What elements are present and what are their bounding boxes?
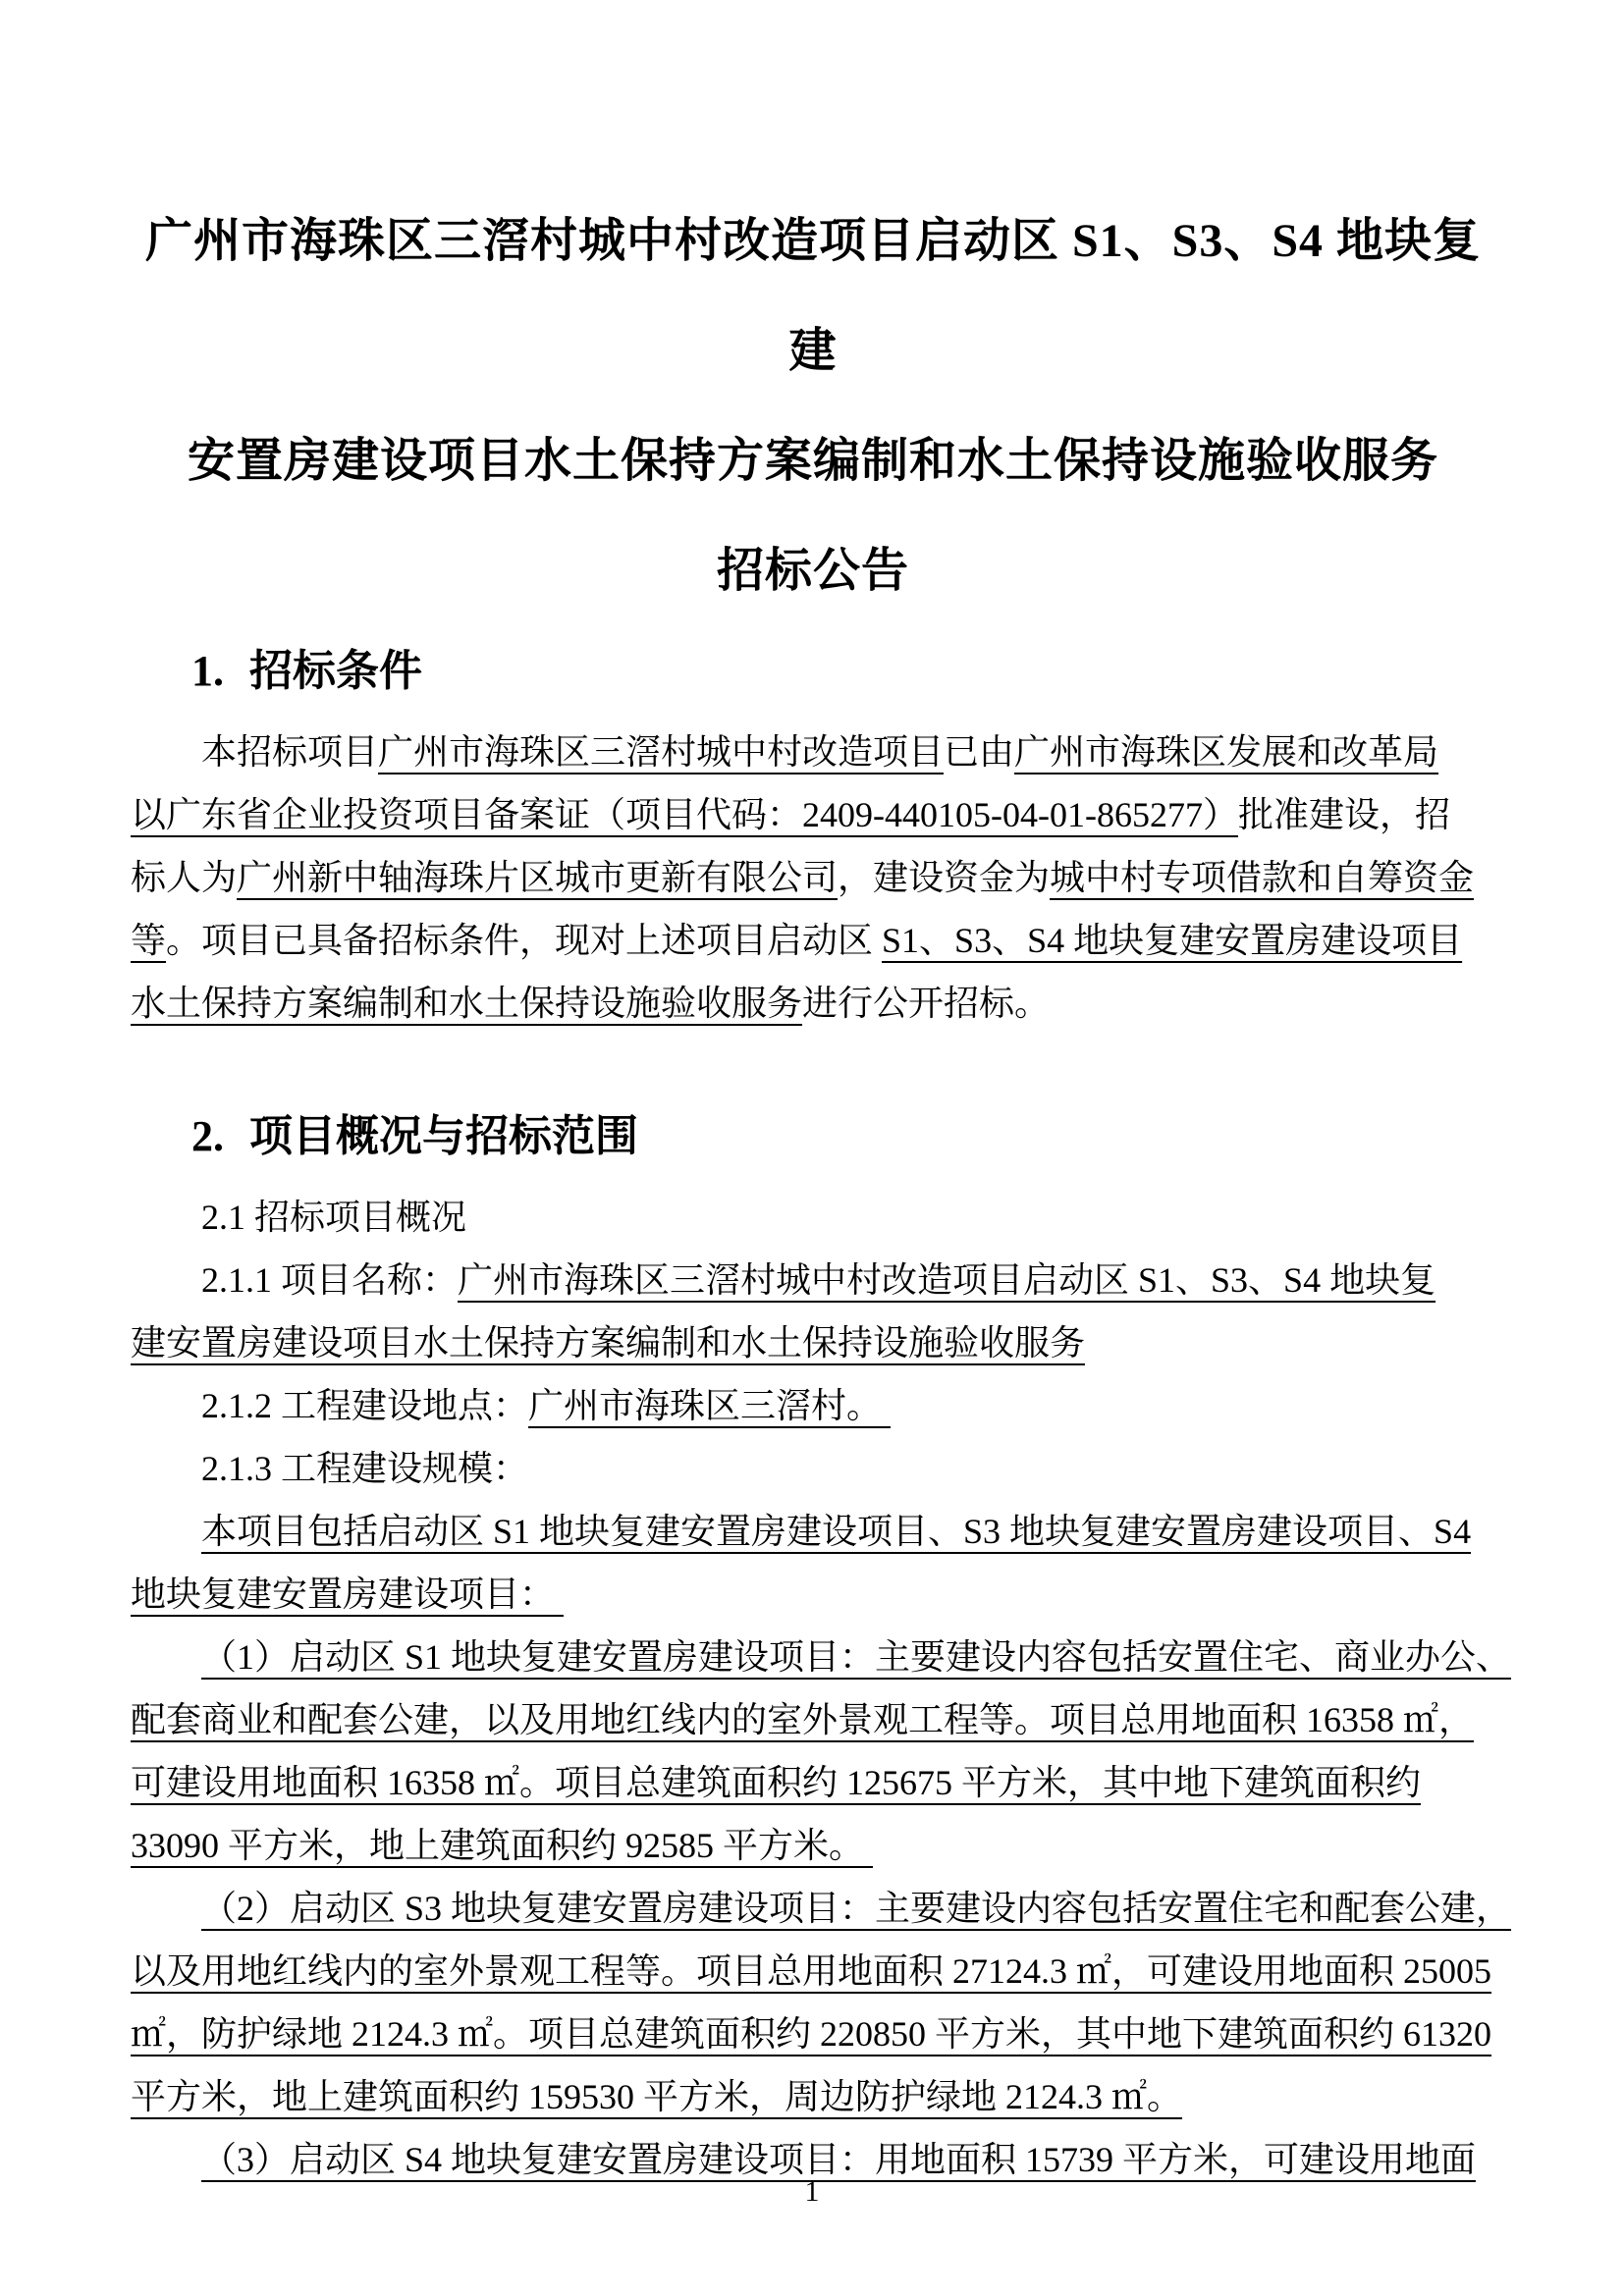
text-segment: 本招标项目: [201, 732, 379, 772]
text-line: [131, 846, 1495, 909]
text-line: [131, 1437, 1495, 1500]
underlined-text: 平方米，地上建筑面积约 159530 平方米，周边防护绿地 2124.3 ㎡。: [131, 2077, 1183, 2116]
underlined-text: 以广东省企业投资项目备案证（项目代码：2409-440105-04-01-865277）: [131, 795, 1238, 834]
underlined-text: 地块复建安置房建设项目：: [131, 1575, 565, 1614]
text-line: [131, 1877, 1512, 1940]
underlined-text: （1）启动区 S1 地块复建安置房建设项目：主要建设内容包括安置住宅、商业办公、: [201, 1637, 1512, 1677]
underlined-text: 建安置房建设项目水土保持方案编制和水土保持设施验收服务: [131, 1323, 1086, 1362]
underlined-text: 33090 平方米，地上建筑面积约 92585 平方米。: [131, 1826, 874, 1865]
section-2-heading-text: 项目概况与招标范围: [249, 1112, 638, 1160]
underlined-text: （2）启动区 S3 地块复建安置房建设项目：主要建设内容包括安置住宅和配套公建，: [201, 1889, 1512, 1928]
underlined-text: 广州市海珠区发展和改革局: [1014, 732, 1439, 772]
text-segment: 2.1 招标项目概况: [201, 1198, 467, 1237]
title-line-1: 广州市海珠区三滘村城中村改造项目启动区 S1、S3、S4 地块复建: [144, 215, 1482, 377]
text-line: [131, 1940, 1495, 2002]
text-line: [131, 1563, 1495, 1626]
text-line: [131, 1688, 1495, 1751]
text-segment: 进行公开招标。: [802, 984, 1051, 1023]
section-1-body: [131, 721, 1495, 1035]
underlined-text: 等: [131, 921, 167, 960]
text-segment: 。项目已具备招标条件，现对上述项目启动区: [166, 921, 883, 960]
section-gap: [131, 1035, 1495, 1092]
page-number: 1: [804, 2175, 820, 2208]
text-line: [131, 1374, 1495, 1437]
text-segment: 2.1.3 工程建设规模：: [201, 1449, 529, 1488]
underlined-text: ㎡，防护绿地 2124.3 ㎡。项目总建筑面积约 220850 平方米，其中地下建筑面积约 61320: [131, 2014, 1492, 2054]
underlined-text: 广州新中轴海珠片区城市更新有限公司: [237, 858, 839, 897]
underlined-text: 广州市海珠区三滘村城中村改造项目启动区 S1、S3、S4 地块复: [458, 1260, 1436, 1300]
underlined-text: 城中村专项借款和自筹资金: [1050, 858, 1475, 897]
text-segment: 标人为: [131, 858, 238, 897]
text-segment: ，建设资金为: [838, 858, 1051, 897]
underlined-text: 广州市海珠区三滘村城中村改造项目: [378, 732, 945, 772]
title-line-2: 安置房建设项目水土保持方案编制和水土保持设施验收服务: [187, 435, 1438, 487]
section-2-number: 2.: [191, 1112, 224, 1160]
text-line: [131, 1249, 1495, 1311]
underlined-text: 广州市海珠区三滘村。: [528, 1386, 892, 1425]
underlined-text: 本项目包括启动区 S1 地块复建安置房建设项目、S3 地块复建安置房建设项目、S4: [201, 1512, 1472, 1551]
text-line: [131, 1751, 1495, 1814]
text-line: [131, 1626, 1512, 1688]
underlined-text: S1、S3、S4 地块复建安置房建设项目: [882, 921, 1463, 960]
text-line: [131, 972, 1495, 1035]
text-segment: 批准建设，招: [1237, 795, 1450, 834]
underlined-text: 以及用地红线内的室外景观工程等。项目总用地面积 27124.3 ㎡，可建设用地面积 25005: [131, 1951, 1492, 1991]
section-1-heading-text: 招标条件: [249, 647, 422, 695]
text-line: [131, 1186, 1495, 1249]
text-line: [131, 2065, 1495, 2128]
underlined-text: 配套商业和配套公建，以及用地红线内的室外景观工程等。项目总用地面积 16358 ㎡，: [131, 1700, 1475, 1739]
underlined-text: 可建设用地面积 16358 ㎡。项目总建筑面积约 125675 平方米，其中地下建筑面积约: [131, 1763, 1422, 1802]
text-line: [131, 783, 1495, 846]
section-1-number: 1.: [191, 647, 224, 695]
underlined-text: （3）启动区 S4 地块复建安置房建设项目：用地面积 15739 平方米，可建设用地面: [201, 2140, 1477, 2179]
section-2-heading: [191, 1109, 1495, 1164]
text-line: [131, 2002, 1495, 2065]
underlined-text: 水土保持方案编制和水土保持设施验收服务: [131, 984, 803, 1023]
text-line: [131, 1814, 1495, 1877]
text-segment: 2.1.1 项目名称：: [201, 1260, 459, 1300]
text-line: [131, 909, 1495, 972]
document-title: [131, 187, 1495, 626]
section-2-body: [131, 1186, 1512, 2191]
text-line: [131, 1311, 1495, 1374]
section-1-heading: [191, 644, 1495, 699]
text-segment: 已由: [944, 732, 1015, 772]
text-line: [131, 721, 1495, 783]
text-segment: 2.1.2 工程建设地点：: [201, 1386, 529, 1425]
title-line-3: 招标公告: [716, 545, 909, 597]
text-line: [131, 1500, 1495, 1563]
